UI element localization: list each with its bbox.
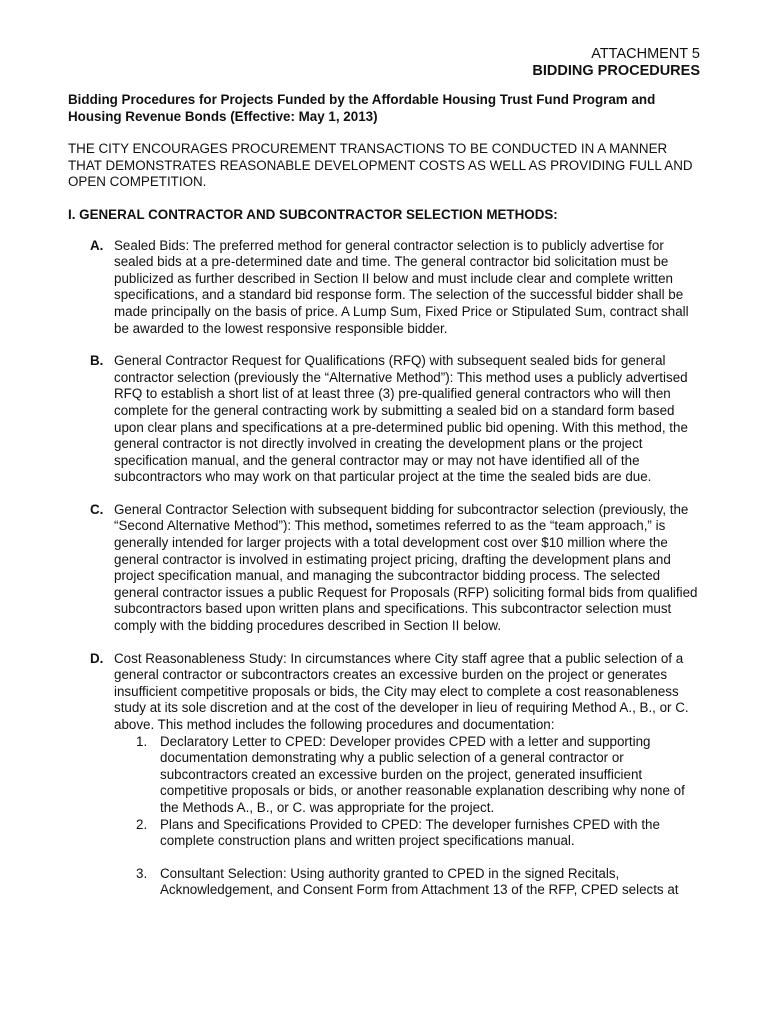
procedure-number: 2. <box>136 816 148 832</box>
procedure-number: 3. <box>136 865 148 881</box>
item-letter: C. <box>90 501 104 517</box>
item-text: General Contractor Request for Qualifications (RFQ) with subsequent sealed bids for general contractor selection (previously the “Alternative Method”): This method uses a publicly advertised RFQ to establish a short list of at least three (3) pre-qualified general contractors who will then complete for the general contracting work by submitting a sealed bid on a standard form based upon clear plans and specifications at a pre-determined public bid opening. With this method, the general contractor is not directly involved in creating the development plans or the project specification manual, and the general contractor may or may not have identified all of the subcontractors who may work on that particular project at the time the sealed bids are due. <box>114 353 688 485</box>
procedure-text: Declaratory Letter to CPED: Developer provides CPED with a letter and supporting documentation demonstrating why a public selection of a general contractor or subcontractors created an excessive burden on the project, generated insufficient competitive proposals or bids, or another reasonable explanation describing why none of the Methods A., B., or C. was appropriate for the project. <box>160 733 685 815</box>
intro-paragraph: THE CITY ENCOURAGES PROCUREMENT TRANSACTIONS TO BE CONDUCTED IN A MANNER THAT DEMONSTRATES REASONABLE DEVELOPMENT COSTS AS WELL AS PROVIDING FULL AND OPEN COMPETITION. <box>68 141 693 190</box>
procedure-list <box>114 734 700 899</box>
method-item-b <box>68 353 700 486</box>
method-item-c <box>68 502 700 635</box>
procedure-item <box>114 817 700 850</box>
attachment-label: ATTACHMENT 5 <box>591 46 700 62</box>
document-subtitle: BIDDING PROCEDURES <box>532 63 700 79</box>
item-text-part: General Contractor Selection with subsequent bidding for subcontractor selection (previously, the “Second Alternative Method”): This method <box>114 501 689 534</box>
procedure-text: Consultant Selection: Using authority granted to CPED in the signed Recitals, Acknowledgement, and Consent Form from Attachment 13 of the RFP, CPED selects at <box>160 865 679 898</box>
procedure-item <box>114 866 700 899</box>
item-text: Sealed Bids: The preferred method for general contractor selection is to publicly advertise for sealed bids at a pre-determined date and time. The general contractor bid solicitation must be publicized as further described in Section II below and must include clear and complete written specifications, and a standard bid response form. The selection of the successful bidder shall be made principally on the basis of price. A Lump Sum, Fixed Price or Stipulated Sum, contract shall be awarded to the lowest responsive responsible bidder. <box>114 237 689 336</box>
item-letter: D. <box>90 650 104 666</box>
document-header <box>68 46 700 80</box>
item-letter: A. <box>90 237 104 253</box>
procedure-text: Plans and Specifications Provided to CPED: The developer furnishes CPED with the complete construction plans and written project specifications manual. <box>160 816 660 849</box>
item-text-part: sometimes referred to as the “team approach,” is generally intended for larger projects with a total development cost over $10 million where the general contractor is involved in estimating project pricing, drafting the development plans and project specification manual, and managing the subcontractor bidding process. The selected general contractor issues a public Request for Proposals (RFP) soliciting formal bids from qualified subcontractors based upon written plans and specifications. This subcontractor selection must comply with the bidding procedures described in Section II below. <box>114 518 698 634</box>
item-text-bold-comma: , <box>368 518 373 534</box>
method-item-a <box>68 238 700 338</box>
procedure-number: 1. <box>136 733 148 749</box>
item-letter: B. <box>90 353 104 369</box>
item-text: Cost Reasonableness Study: In circumstances where City staff agree that a public selection of a general contractor or subcontractors creates an excessive burden on the project or generates insufficient competitive proposals or bids, the City may elect to complete a cost reasonableness study at its sole discretion and at the cost of the developer in lieu of requiring Method A., B., or C. above. This method includes the following procedures and documentation: <box>114 650 689 732</box>
method-item-d <box>68 651 700 899</box>
item-text <box>114 502 698 633</box>
procedure-item <box>114 734 700 817</box>
document-title: Bidding Procedures for Projects Funded by the Affordable Housing Trust Fund Program and Housing Revenue Bonds (Effective: May 1, 2013) <box>68 92 656 124</box>
section-heading: I. GENERAL CONTRACTOR AND SUBCONTRACTOR SELECTION METHODS: <box>68 206 558 222</box>
